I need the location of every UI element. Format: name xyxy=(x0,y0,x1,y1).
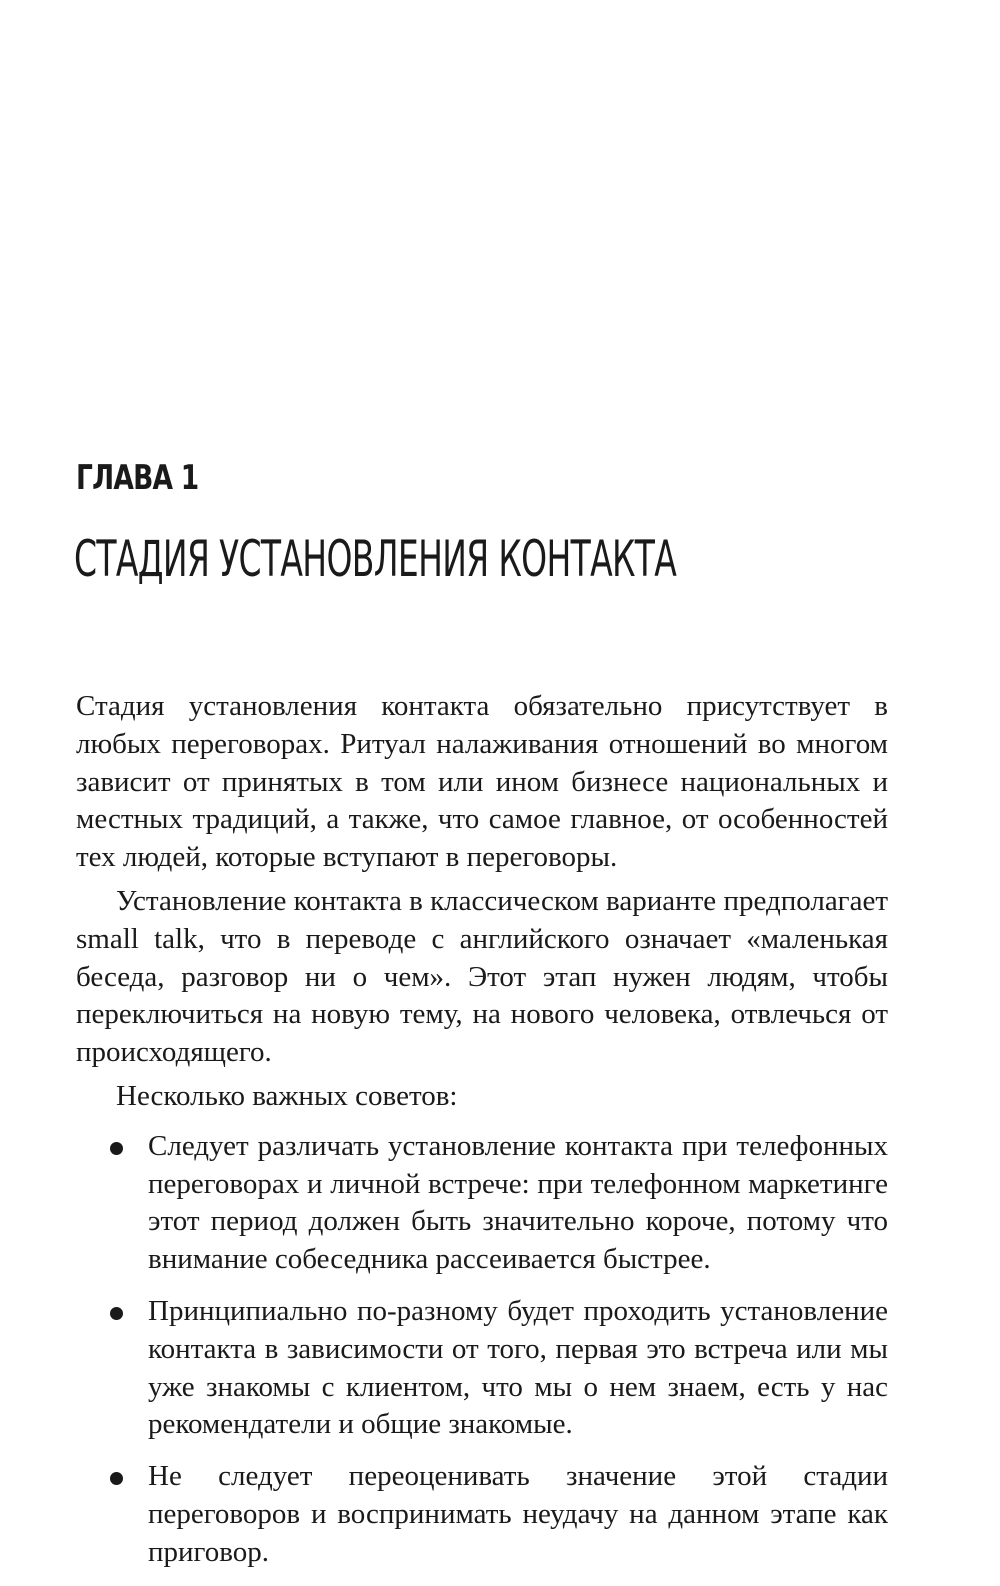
tip-text: Не следует переоценивать значение этой стадии переговоров и воспринимать неудачу на данном этапе как приговор. xyxy=(148,1460,888,1568)
bullet-icon xyxy=(110,1142,123,1155)
paragraph-intro: Стадия установления контакта обязательно присутствует в любых переговорах. Ритуал налаживания отношений во многом зависит от принятых в том или ином бизнесе национальных и местных традиций, а также, что самое главное, от особенностей тех людей, которые вступают в переговоры. xyxy=(76,690,888,874)
chapter-title: СТАДИЯ УСТАНОВЛЕНИЯ КОНТАКТА xyxy=(74,530,677,588)
tip-text: Принципиально по-разному будет проходить установление контакта в зависимости от того, первая это встреча или мы уже знакомы с клиентом, что мы о нем знаем, есть у нас рекомендатели и общие знакомые. xyxy=(148,1294,888,1441)
list-item xyxy=(76,1458,888,1571)
chapter-label: ГЛАВА 1 xyxy=(76,458,199,498)
list-item xyxy=(76,1293,888,1444)
tips-list xyxy=(76,1128,888,1572)
paragraph-small-talk: Установление контакта в классическом варианте предполагает small talk, что в переводе с английского означает «маленькая беседа, разговор ни о чем». Этот этап нужен людям, чтобы переключиться на новую тему, на нового человека, отвлечься от происходящего. xyxy=(76,884,888,1069)
tip-text: Следует различать установление контакта при телефонных переговорах и личной встрече: при телефонном маркетинге этот период должен быть значительно короче, потому что внимание собеседника рассеивается быстрее. xyxy=(148,1129,888,1276)
bullet-icon xyxy=(110,1307,123,1320)
paragraph-tips-intro: Несколько важных советов: xyxy=(116,1079,458,1112)
body-text xyxy=(76,688,888,1586)
bullet-icon xyxy=(110,1472,123,1485)
list-item xyxy=(76,1128,888,1279)
